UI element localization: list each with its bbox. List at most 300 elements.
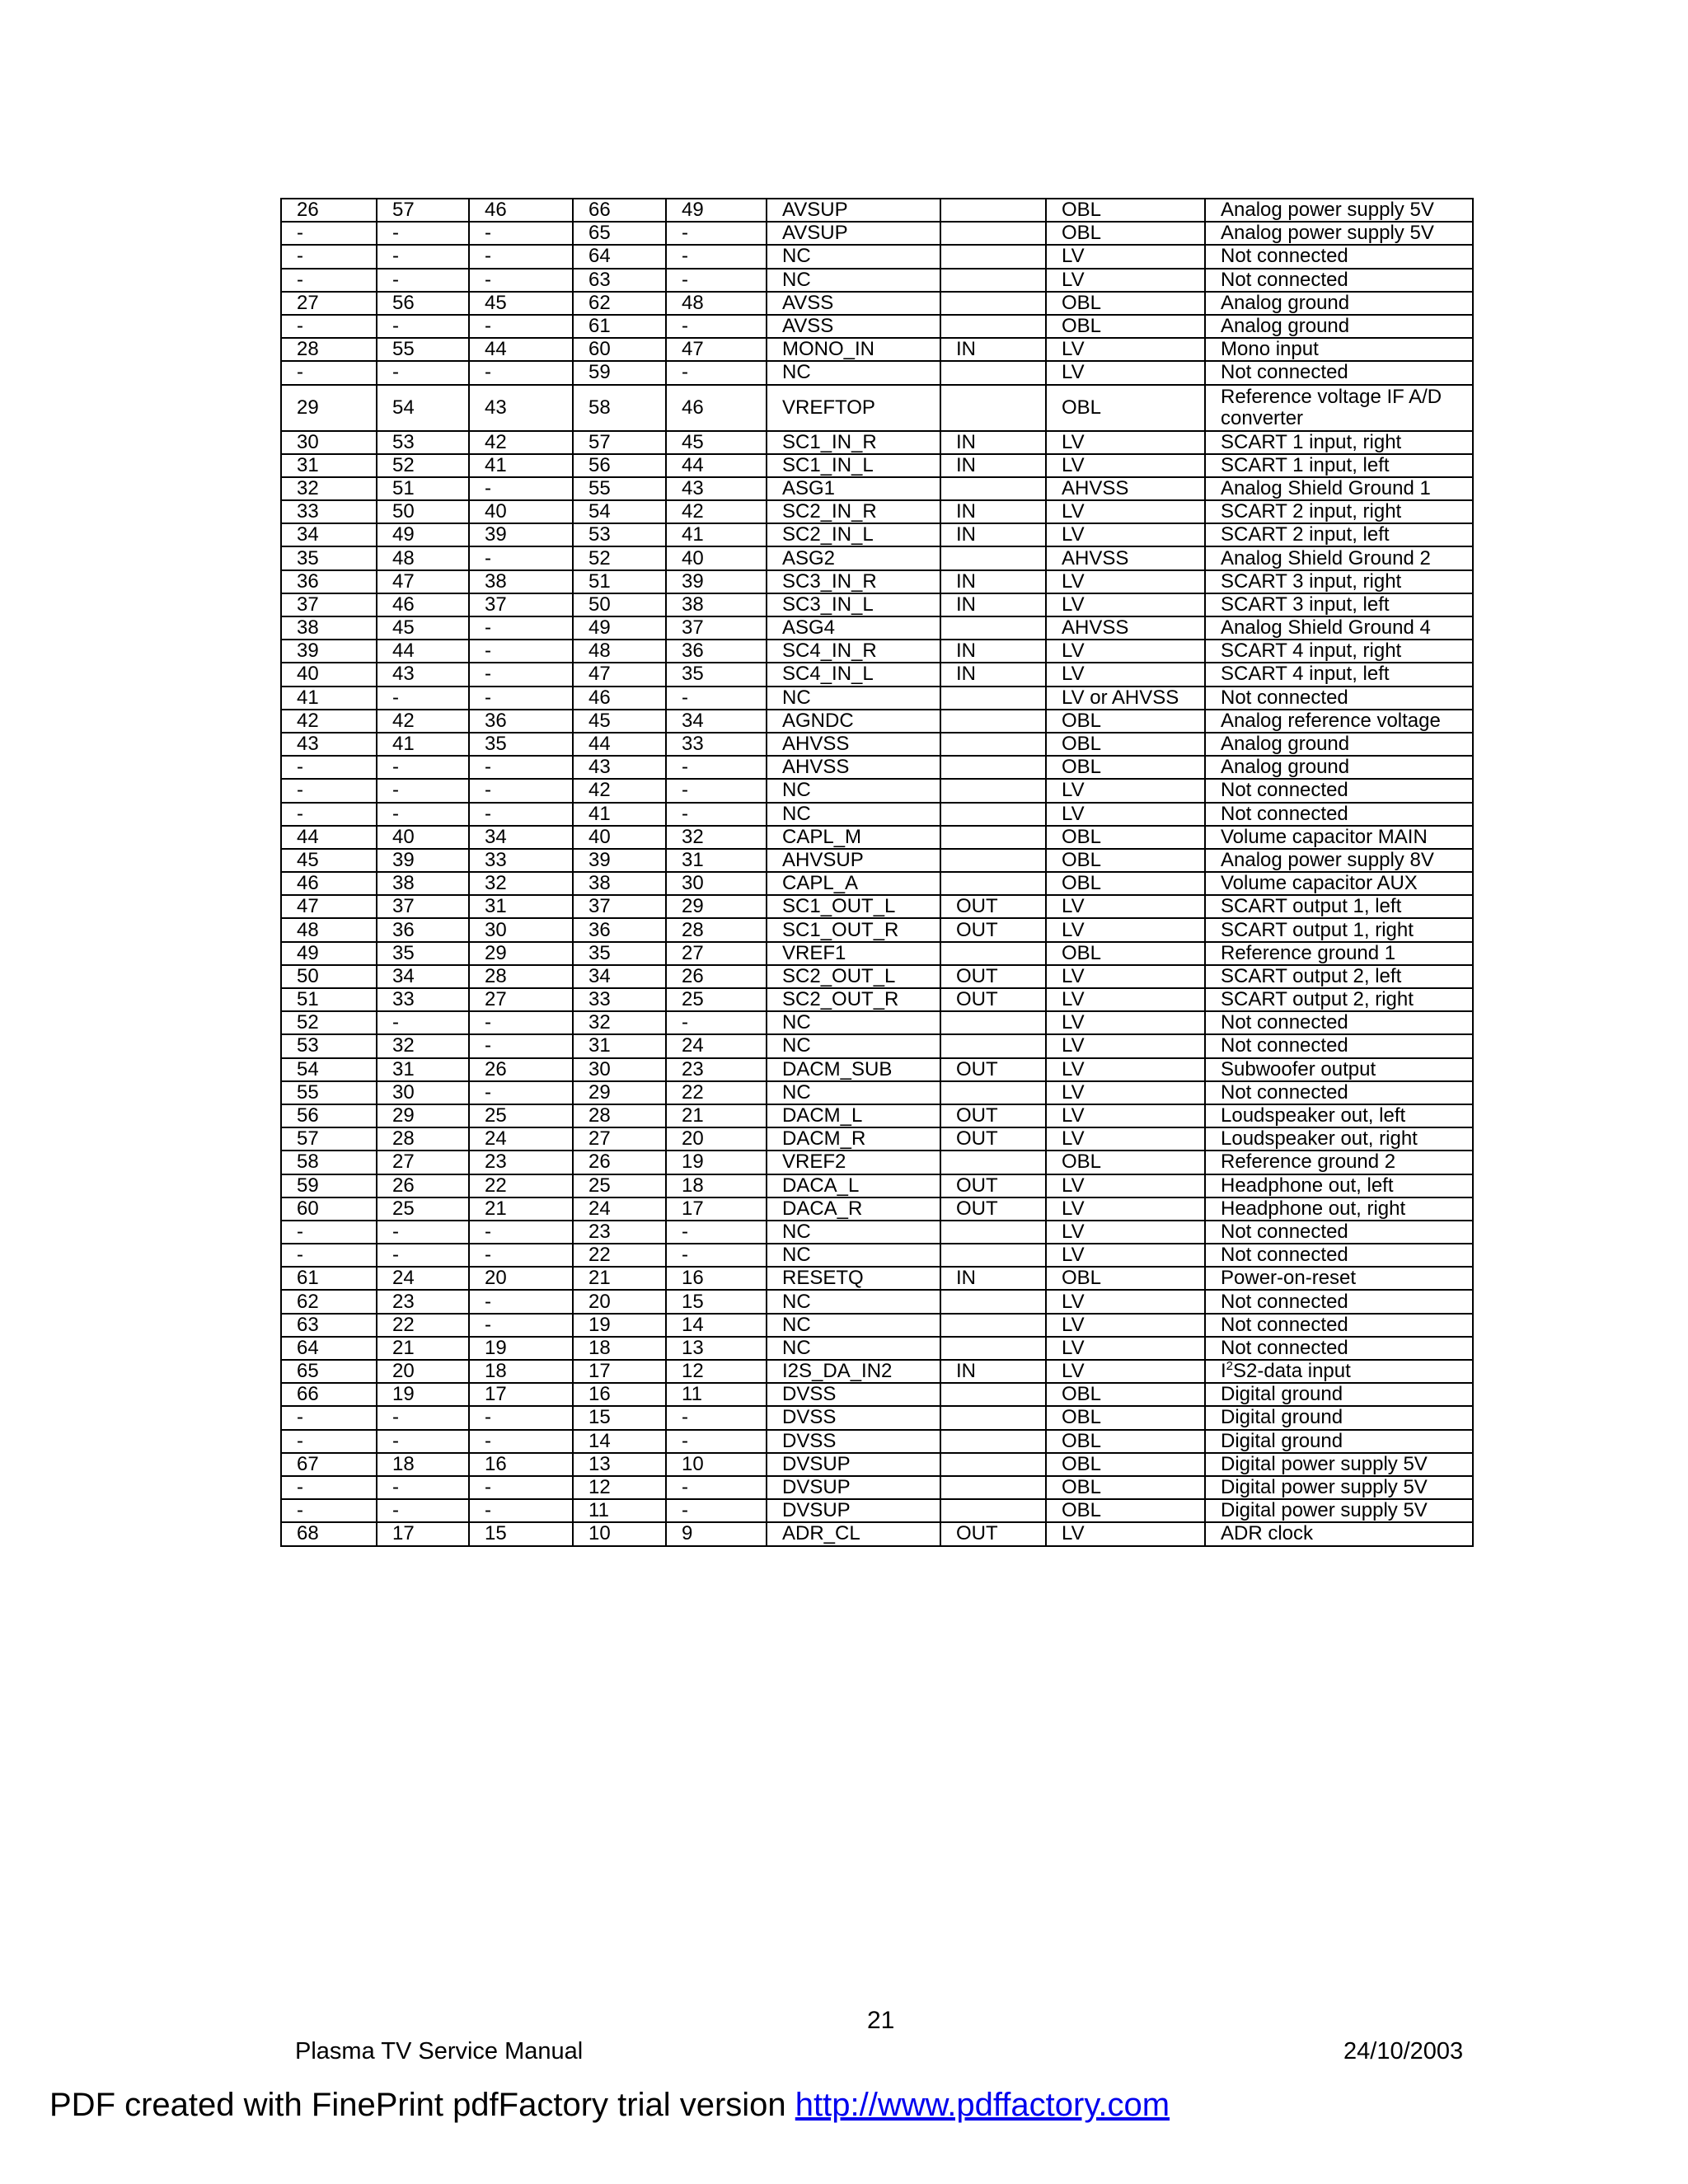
cell-description: ADR clock — [1205, 1522, 1473, 1545]
cell-pin-type — [940, 245, 1046, 268]
table-row — [281, 1058, 1473, 1081]
cell-pin-a: - — [281, 756, 377, 779]
cell-description: Analog ground — [1205, 292, 1473, 315]
cell-pin-b: 57 — [377, 199, 469, 222]
cell-pin-a: 29 — [281, 385, 377, 431]
cell-pin-b: 24 — [377, 1267, 469, 1290]
table-row — [281, 1127, 1473, 1151]
cell-pin-name: NC — [767, 1244, 940, 1267]
cell-pin-name: DVSS — [767, 1430, 940, 1453]
cell-pin-d: 40 — [573, 826, 666, 849]
cell-pin-b: 21 — [377, 1337, 469, 1360]
cell-pin-name: DACA_R — [767, 1197, 940, 1221]
cell-pin-b: 18 — [377, 1453, 469, 1476]
cell-pin-c: - — [469, 222, 573, 245]
cell-short-circuit: OBL — [1046, 849, 1205, 872]
cell-pin-name: NC — [767, 1011, 940, 1034]
cell-pin-name: SC3_IN_R — [767, 570, 940, 593]
cell-pin-d: 25 — [573, 1174, 666, 1197]
cell-description: Analog power supply 8V — [1205, 849, 1473, 872]
cell-pin-b: 25 — [377, 1197, 469, 1221]
cell-pin-b: 39 — [377, 849, 469, 872]
cell-short-circuit: LV — [1046, 779, 1205, 802]
cell-pin-e: - — [666, 1406, 767, 1429]
cell-pin-name: AVSS — [767, 292, 940, 315]
cell-pin-e: 48 — [666, 292, 767, 315]
cell-pin-c: 32 — [469, 872, 573, 895]
cell-pin-d: 43 — [573, 756, 666, 779]
cell-pin-e: - — [666, 779, 767, 802]
cell-pin-name: SC2_IN_R — [767, 500, 940, 523]
pdffactory-link[interactable]: http://www.pdffactory.com — [795, 2087, 1170, 2123]
cell-pin-name: VREFTOP — [767, 385, 940, 431]
table-row — [281, 756, 1473, 779]
cell-pin-name: SC4_IN_L — [767, 663, 940, 686]
cell-pin-a: 27 — [281, 292, 377, 315]
cell-pin-b: 35 — [377, 942, 469, 965]
cell-short-circuit: LV — [1046, 640, 1205, 663]
cell-pin-a: - — [281, 1476, 377, 1499]
cell-pin-name: NC — [767, 687, 940, 710]
cell-description: Not connected — [1205, 1244, 1473, 1267]
cell-pin-d: 12 — [573, 1476, 666, 1499]
cell-pin-b: 46 — [377, 593, 469, 616]
cell-pin-c: - — [469, 1290, 573, 1313]
cell-pin-type — [940, 687, 1046, 710]
cell-pin-d: 55 — [573, 477, 666, 500]
cell-pin-b: - — [377, 756, 469, 779]
cell-pin-c: 18 — [469, 1360, 573, 1383]
cell-pin-c: - — [469, 1476, 573, 1499]
cell-pin-b: 30 — [377, 1081, 469, 1104]
cell-pin-e: 45 — [666, 431, 767, 454]
cell-pin-a: 43 — [281, 733, 377, 756]
cell-pin-d: 59 — [573, 361, 666, 384]
cell-short-circuit: LV — [1046, 1221, 1205, 1244]
cell-pin-type: IN — [940, 338, 1046, 361]
cell-pin-a: - — [281, 779, 377, 802]
cell-pin-type — [940, 1081, 1046, 1104]
cell-pin-d: 50 — [573, 593, 666, 616]
cell-pin-e: 30 — [666, 872, 767, 895]
table-row — [281, 1081, 1473, 1104]
cell-pin-b: 56 — [377, 292, 469, 315]
table-row — [281, 779, 1473, 802]
cell-pin-d: 10 — [573, 1522, 666, 1545]
cell-pin-type — [940, 315, 1046, 338]
cell-pin-e: 47 — [666, 338, 767, 361]
cell-pin-e: - — [666, 245, 767, 268]
cell-short-circuit: LV — [1046, 895, 1205, 918]
cell-pin-d: 65 — [573, 222, 666, 245]
cell-short-circuit: LV — [1046, 361, 1205, 384]
cell-pin-name: ASG2 — [767, 546, 940, 569]
cell-pin-d: 48 — [573, 640, 666, 663]
cell-pin-d: 30 — [573, 1058, 666, 1081]
cell-pin-d: 16 — [573, 1383, 666, 1406]
cell-pin-a: 48 — [281, 918, 377, 941]
cell-pin-b: - — [377, 1430, 469, 1453]
cell-pin-e: 24 — [666, 1034, 767, 1057]
page-number: 21 — [867, 2007, 895, 2034]
cell-pin-d: 26 — [573, 1151, 666, 1174]
cell-pin-a: - — [281, 269, 377, 292]
cell-description: Not connected — [1205, 687, 1473, 710]
cell-short-circuit: OBL — [1046, 1151, 1205, 1174]
cell-pin-name: NC — [767, 269, 940, 292]
cell-pin-a: 47 — [281, 895, 377, 918]
cell-pin-e: 31 — [666, 849, 767, 872]
cell-pin-name: MONO_IN — [767, 338, 940, 361]
table-row — [281, 1197, 1473, 1221]
cell-pin-type — [940, 826, 1046, 849]
cell-pin-c: - — [469, 640, 573, 663]
cell-pin-e: 44 — [666, 454, 767, 477]
cell-pin-e: 28 — [666, 918, 767, 941]
cell-pin-b: 19 — [377, 1383, 469, 1406]
cell-pin-name: DVSUP — [767, 1476, 940, 1499]
cell-pin-a: 58 — [281, 1151, 377, 1174]
cell-pin-a: 60 — [281, 1197, 377, 1221]
cell-pin-c: - — [469, 1430, 573, 1453]
table-row — [281, 710, 1473, 733]
cell-pin-a: 37 — [281, 593, 377, 616]
cell-description: Reference ground 1 — [1205, 942, 1473, 965]
cell-pin-c: 34 — [469, 826, 573, 849]
cell-pin-b: 43 — [377, 663, 469, 686]
cell-pin-name: SC4_IN_R — [767, 640, 940, 663]
cell-pin-a: 54 — [281, 1058, 377, 1081]
cell-pin-e: 17 — [666, 1197, 767, 1221]
cell-pin-d: 14 — [573, 1430, 666, 1453]
cell-pin-type: IN — [940, 431, 1046, 454]
cell-pin-a: 28 — [281, 338, 377, 361]
cell-pin-b: 42 — [377, 710, 469, 733]
cell-pin-type — [940, 710, 1046, 733]
cell-description: SCART output 1, right — [1205, 918, 1473, 941]
cell-short-circuit: AHVSS — [1046, 616, 1205, 640]
cell-pin-name: SC1_OUT_L — [767, 895, 940, 918]
cell-pin-b: - — [377, 1476, 469, 1499]
cell-pin-c: 30 — [469, 918, 573, 941]
cell-pin-b: 32 — [377, 1034, 469, 1057]
table-row — [281, 1476, 1473, 1499]
cell-short-circuit: LV — [1046, 803, 1205, 826]
cell-short-circuit: LV — [1046, 1314, 1205, 1337]
cell-pin-d: 45 — [573, 710, 666, 733]
cell-pin-type — [940, 1383, 1046, 1406]
cell-pin-type — [940, 1034, 1046, 1057]
cell-pin-c: 45 — [469, 292, 573, 315]
cell-pin-a: 33 — [281, 500, 377, 523]
cell-short-circuit: LV — [1046, 1197, 1205, 1221]
cell-pin-e: 41 — [666, 523, 767, 546]
cell-pin-c: - — [469, 1081, 573, 1104]
cell-pin-d: 20 — [573, 1290, 666, 1313]
cell-pin-e: - — [666, 1011, 767, 1034]
cell-pin-b: 47 — [377, 570, 469, 593]
cell-pin-name: SC1_OUT_R — [767, 918, 940, 941]
cell-pin-name: AGNDC — [767, 710, 940, 733]
cell-pin-e: 39 — [666, 570, 767, 593]
cell-pin-e: 9 — [666, 1522, 767, 1545]
cell-pin-type: OUT — [940, 1058, 1046, 1081]
table-row — [281, 1337, 1473, 1360]
cell-pin-b: 17 — [377, 1522, 469, 1545]
cell-short-circuit: LV — [1046, 1034, 1205, 1057]
pin-table — [280, 198, 1474, 1547]
cell-pin-d: 27 — [573, 1127, 666, 1151]
cell-description: Not connected — [1205, 803, 1473, 826]
cell-pin-e: 18 — [666, 1174, 767, 1197]
cell-pin-d: 46 — [573, 687, 666, 710]
cell-pin-d: 13 — [573, 1453, 666, 1476]
cell-pin-c: 29 — [469, 942, 573, 965]
cell-pin-d: 54 — [573, 500, 666, 523]
table-row — [281, 315, 1473, 338]
cell-pin-c: 22 — [469, 1174, 573, 1197]
manual-date: 24/10/2003 — [1343, 2038, 1464, 2064]
cell-pin-a: 63 — [281, 1314, 377, 1337]
table-row — [281, 1360, 1473, 1383]
cell-pin-a: 68 — [281, 1522, 377, 1545]
cell-short-circuit: OBL — [1046, 710, 1205, 733]
cell-pin-e: 13 — [666, 1337, 767, 1360]
table-row — [281, 1453, 1473, 1476]
cell-pin-d: 34 — [573, 965, 666, 988]
cell-pin-type: IN — [940, 454, 1046, 477]
cell-pin-e: 25 — [666, 988, 767, 1011]
cell-short-circuit: LV — [1046, 500, 1205, 523]
cell-pin-e: - — [666, 803, 767, 826]
cell-pin-d: 51 — [573, 570, 666, 593]
cell-pin-e: 38 — [666, 593, 767, 616]
cell-pin-name: ASG4 — [767, 616, 940, 640]
cell-description: Mono input — [1205, 338, 1473, 361]
table-row — [281, 803, 1473, 826]
cell-description: $I^2S2$-data input — [1205, 1360, 1473, 1383]
cell-description: Analog power supply 5V — [1205, 222, 1473, 245]
cell-pin-a: - — [281, 1221, 377, 1244]
cell-pin-e: 27 — [666, 942, 767, 965]
cell-pin-type — [940, 269, 1046, 292]
cell-pin-e: - — [666, 687, 767, 710]
cell-pin-d: 39 — [573, 849, 666, 872]
cell-pin-type: IN — [940, 570, 1046, 593]
cell-pin-c: - — [469, 245, 573, 268]
cell-pin-e: - — [666, 1430, 767, 1453]
cell-short-circuit: LV — [1046, 1244, 1205, 1267]
cell-description: Analog ground — [1205, 756, 1473, 779]
table-row — [281, 454, 1473, 477]
cell-pin-type: OUT — [940, 895, 1046, 918]
cell-pin-e: 23 — [666, 1058, 767, 1081]
cell-short-circuit: OBL — [1046, 1499, 1205, 1522]
cell-pin-c: 24 — [469, 1127, 573, 1151]
table-row — [281, 895, 1473, 918]
cell-pin-c: - — [469, 477, 573, 500]
cell-description: SCART 2 input, left — [1205, 523, 1473, 546]
cell-pin-type — [940, 1314, 1046, 1337]
cell-description: Not connected — [1205, 779, 1473, 802]
cell-pin-d: 53 — [573, 523, 666, 546]
cell-pin-c: 46 — [469, 199, 573, 222]
cell-pin-type: OUT — [940, 988, 1046, 1011]
cell-pin-c: - — [469, 1034, 573, 1057]
cell-pin-name: NC — [767, 1081, 940, 1104]
cell-short-circuit: AHVSS — [1046, 546, 1205, 569]
cell-pin-c: 40 — [469, 500, 573, 523]
table-row — [281, 570, 1473, 593]
cell-pin-d: 42 — [573, 779, 666, 802]
cell-pin-c: - — [469, 361, 573, 384]
cell-pin-name: SC2_OUT_L — [767, 965, 940, 988]
cell-description: Headphone out, right — [1205, 1197, 1473, 1221]
cell-pin-b: - — [377, 1499, 469, 1522]
cell-short-circuit: LV — [1046, 523, 1205, 546]
cell-description: Loudspeaker out, left — [1205, 1104, 1473, 1127]
table-row — [281, 385, 1473, 431]
cell-pin-type — [940, 1011, 1046, 1034]
cell-short-circuit: OBL — [1046, 733, 1205, 756]
cell-pin-e: 22 — [666, 1081, 767, 1104]
cell-short-circuit: LV — [1046, 1360, 1205, 1383]
cell-pin-type — [940, 222, 1046, 245]
cell-pin-c: - — [469, 546, 573, 569]
table-row — [281, 918, 1473, 941]
cell-pin-name: RESETQ — [767, 1267, 940, 1290]
cell-pin-b: 55 — [377, 338, 469, 361]
table-row — [281, 1221, 1473, 1244]
cell-pin-e: - — [666, 222, 767, 245]
cell-pin-name: ASG1 — [767, 477, 940, 500]
cell-pin-d: 56 — [573, 454, 666, 477]
cell-pin-c: - — [469, 687, 573, 710]
cell-pin-name: AHVSS — [767, 733, 940, 756]
cell-description: Not connected — [1205, 1221, 1473, 1244]
cell-pin-name: SC3_IN_L — [767, 593, 940, 616]
pdf-banner — [49, 2087, 1170, 2124]
table-row — [281, 1314, 1473, 1337]
cell-pin-d: 47 — [573, 663, 666, 686]
cell-pin-c: - — [469, 779, 573, 802]
cell-pin-c: - — [469, 616, 573, 640]
cell-pin-b: - — [377, 779, 469, 802]
cell-pin-c: - — [469, 663, 573, 686]
cell-pin-a: 67 — [281, 1453, 377, 1476]
cell-pin-e: 20 — [666, 1127, 767, 1151]
cell-pin-c: 26 — [469, 1058, 573, 1081]
cell-short-circuit: LV — [1046, 1174, 1205, 1197]
cell-pin-b: 45 — [377, 616, 469, 640]
cell-pin-type: OUT — [940, 1522, 1046, 1545]
cell-pin-e: - — [666, 756, 767, 779]
cell-pin-e: 21 — [666, 1104, 767, 1127]
cell-pin-type: IN — [940, 1360, 1046, 1383]
cell-pin-b: 36 — [377, 918, 469, 941]
cell-pin-d: 19 — [573, 1314, 666, 1337]
cell-pin-b: 38 — [377, 872, 469, 895]
cell-pin-type — [940, 361, 1046, 384]
cell-pin-e: 40 — [666, 546, 767, 569]
cell-pin-c: 43 — [469, 385, 573, 431]
cell-pin-b: 50 — [377, 500, 469, 523]
cell-pin-e: 36 — [666, 640, 767, 663]
table-row — [281, 1267, 1473, 1290]
cell-pin-type — [940, 872, 1046, 895]
cell-pin-c: - — [469, 1314, 573, 1337]
cell-pin-c: 15 — [469, 1522, 573, 1545]
cell-pin-c: 25 — [469, 1104, 573, 1127]
cell-pin-b: 53 — [377, 431, 469, 454]
cell-short-circuit: LV — [1046, 1011, 1205, 1034]
cell-pin-c: - — [469, 803, 573, 826]
cell-pin-c: - — [469, 1244, 573, 1267]
cell-description: Not connected — [1205, 1081, 1473, 1104]
cell-pin-type: OUT — [940, 1104, 1046, 1127]
cell-pin-a: 52 — [281, 1011, 377, 1034]
cell-description: Reference voltage IF A/D converter — [1205, 385, 1473, 431]
cell-pin-d: 57 — [573, 431, 666, 454]
cell-pin-a: - — [281, 1499, 377, 1522]
cell-pin-d: 31 — [573, 1034, 666, 1057]
cell-pin-a: - — [281, 1244, 377, 1267]
cell-pin-type — [940, 1244, 1046, 1267]
cell-pin-e: 37 — [666, 616, 767, 640]
cell-short-circuit: OBL — [1046, 756, 1205, 779]
cell-pin-c: - — [469, 1011, 573, 1034]
cell-pin-type: IN — [940, 523, 1046, 546]
cell-pin-name: NC — [767, 1337, 940, 1360]
cell-pin-c: 38 — [469, 570, 573, 593]
cell-pin-a: 41 — [281, 687, 377, 710]
cell-pin-e: - — [666, 315, 767, 338]
cell-pin-type: IN — [940, 1267, 1046, 1290]
cell-pin-d: 28 — [573, 1104, 666, 1127]
cell-pin-type — [940, 849, 1046, 872]
cell-pin-b: 48 — [377, 546, 469, 569]
cell-description: Not connected — [1205, 1290, 1473, 1313]
cell-pin-e: 42 — [666, 500, 767, 523]
table-row — [281, 616, 1473, 640]
cell-pin-name: DACM_L — [767, 1104, 940, 1127]
table-row — [281, 872, 1473, 895]
cell-pin-b: - — [377, 1011, 469, 1034]
cell-pin-b: 27 — [377, 1151, 469, 1174]
cell-pin-e: - — [666, 361, 767, 384]
cell-pin-e: 12 — [666, 1360, 767, 1383]
cell-pin-d: 18 — [573, 1337, 666, 1360]
cell-pin-name: CAPL_A — [767, 872, 940, 895]
cell-pin-type — [940, 1430, 1046, 1453]
cell-pin-a: - — [281, 1430, 377, 1453]
cell-pin-a: 49 — [281, 942, 377, 965]
table-row — [281, 942, 1473, 965]
cell-description: Volume capacitor MAIN — [1205, 826, 1473, 849]
cell-short-circuit: LV — [1046, 1058, 1205, 1081]
table-row — [281, 1522, 1473, 1545]
cell-short-circuit: LV — [1046, 918, 1205, 941]
table-row — [281, 477, 1473, 500]
cell-pin-d: 41 — [573, 803, 666, 826]
cell-pin-name: NC — [767, 1221, 940, 1244]
cell-short-circuit: LV — [1046, 965, 1205, 988]
cell-pin-type — [940, 803, 1046, 826]
table-row — [281, 523, 1473, 546]
cell-description: Not connected — [1205, 1314, 1473, 1337]
cell-short-circuit: OBL — [1046, 1430, 1205, 1453]
cell-pin-a: 65 — [281, 1360, 377, 1383]
